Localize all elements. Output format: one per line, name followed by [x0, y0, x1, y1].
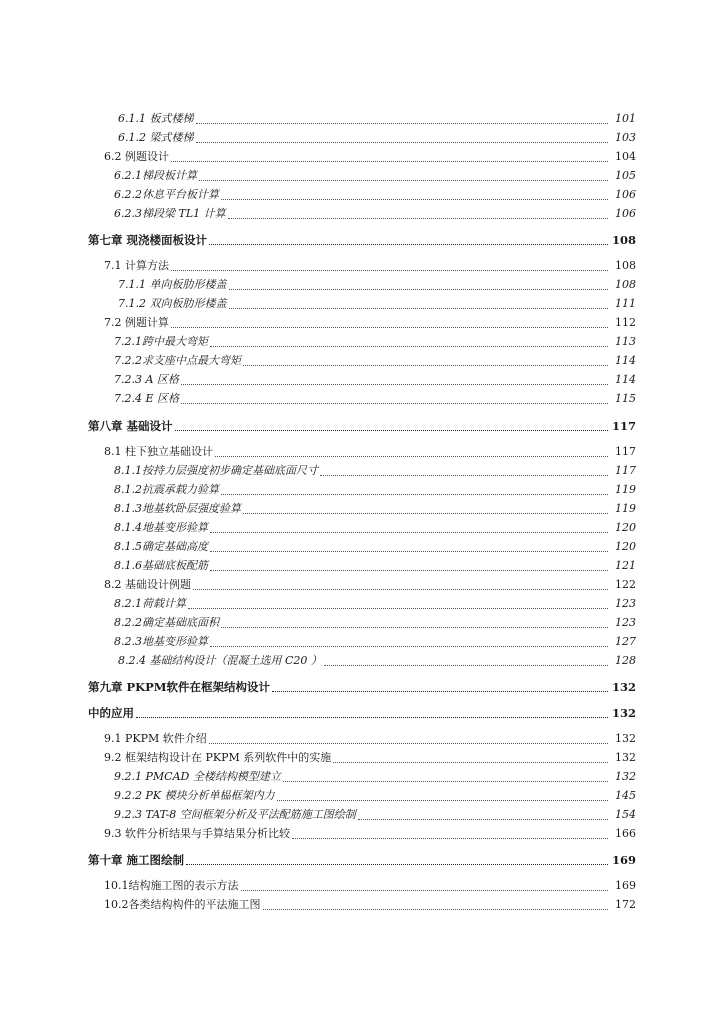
dot-leader: [193, 575, 608, 590]
dot-leader: [229, 275, 609, 290]
toc-entry-page-number: 145: [615, 789, 636, 802]
toc-entry-page-number: 108: [611, 233, 636, 247]
toc-entry-title: 9.2.2 PK 模块分析单榀框架内力: [114, 789, 275, 802]
dot-leader: [243, 499, 608, 514]
toc-entry[interactable]: [114, 497, 636, 516]
toc-entry[interactable]: [114, 387, 636, 406]
toc-entry-page-number: 132: [615, 770, 636, 783]
toc-entry-page-number: 112: [615, 316, 636, 329]
toc-entry-title: 8.2.4 基础结构设计（混凝土选用 C20 ）: [118, 654, 322, 667]
toc-entry-title: 7.2 例题计算: [104, 316, 169, 329]
toc-entry-title: 7.1.2 双向板肋形楼盖: [118, 297, 227, 310]
dot-leader: [324, 651, 608, 666]
dot-leader: [333, 748, 608, 763]
toc-entry[interactable]: [114, 330, 636, 349]
dot-leader: [243, 351, 608, 366]
toc-entry-title: 第八章 基础设计: [88, 419, 173, 433]
dot-leader: [210, 518, 608, 533]
dot-leader: [181, 389, 608, 404]
dot-leader: [209, 230, 608, 245]
toc-entry[interactable]: [114, 368, 636, 387]
toc-entry-title: 8.1.1按持力层强度初步确定基础底面尺寸: [114, 464, 318, 477]
toc-entry-title: 7.2.4 E 区格: [114, 392, 180, 405]
dot-leader: [272, 677, 608, 692]
toc-entry-title: 6.2.2休息平台板计算: [114, 188, 219, 201]
dot-leader: [277, 786, 608, 801]
toc-entry-page-number: 123: [615, 616, 636, 629]
toc-entry-title: 9.2 框架结构设计在 PKPM 系列软件中的实施: [104, 751, 332, 764]
toc-entry[interactable]: [114, 349, 636, 368]
toc-entry-page-number: 169: [615, 879, 636, 892]
toc-entry[interactable]: [114, 784, 636, 803]
toc-entry[interactable]: [114, 183, 636, 202]
toc-entry[interactable]: [114, 765, 636, 784]
toc-entry[interactable]: [114, 516, 636, 535]
toc-entry-page-number: 104: [615, 150, 636, 163]
dot-leader: [292, 824, 608, 839]
toc-entry-page-number: 108: [615, 278, 636, 291]
toc-entry-title: 6.1.1 板式楼梯: [118, 112, 194, 125]
toc-entry-page-number: 111: [615, 297, 636, 310]
dot-leader: [209, 729, 608, 744]
toc-entry-title: 6.2.1梯段板计算: [114, 169, 197, 182]
dot-leader: [210, 556, 608, 571]
toc-entry-title: 10.1结构施工图的表示方法: [104, 879, 239, 892]
toc-entry-page-number: 108: [615, 259, 636, 272]
dot-leader: [196, 109, 609, 124]
toc-entry-title: 9.3 软件分析结果与手算结果分析比较: [104, 827, 290, 840]
dot-leader: [283, 767, 608, 782]
toc-entry[interactable]: [104, 254, 636, 273]
dot-leader: [171, 147, 608, 162]
dot-leader: [221, 613, 608, 628]
toc-entry[interactable]: [114, 592, 636, 611]
toc-entry[interactable]: [104, 893, 636, 912]
toc-entry-page-number: 123: [615, 597, 636, 610]
dot-leader: [228, 204, 608, 219]
dot-leader: [263, 895, 609, 910]
toc-entry-page-number: 106: [615, 188, 636, 201]
toc-entry[interactable]: [104, 145, 636, 164]
dot-leader: [210, 332, 608, 347]
toc-entry-page-number: 132: [615, 751, 636, 764]
toc-entry-title: 7.2.3 A 区格: [114, 373, 179, 386]
dot-leader: [229, 294, 609, 309]
toc-entry-title: 10.2各类结构构件的平法施工图: [104, 898, 261, 911]
toc-entry-page-number: 103: [615, 131, 636, 144]
toc-entry-title: 9.2.1 PMCAD 全楼结构模型建立: [114, 770, 281, 783]
toc-entry-title: 9.2.3 TAT-8 空间框架分析及平法配筋施工图绘制: [114, 808, 356, 821]
toc-entry[interactable]: [104, 822, 636, 841]
toc-entry[interactable]: [114, 478, 636, 497]
toc-entry-page-number: 121: [615, 559, 636, 572]
toc-entry-page-number: 114: [615, 373, 636, 386]
toc-entry-page-number: 132: [611, 680, 636, 694]
dot-leader: [171, 313, 608, 328]
toc-chapter-entry[interactable]: [88, 228, 636, 247]
toc-entry-title: 8.2 基础设计例题: [104, 578, 191, 591]
toc-entry-page-number: 105: [615, 169, 636, 182]
dot-leader: [196, 128, 609, 143]
toc-entry-title: 第七章 现浇楼面板设计: [88, 233, 208, 247]
toc-chapter-entry[interactable]: [88, 414, 636, 433]
toc-entry-title: 8.1 柱下独立基础设计: [104, 445, 213, 458]
toc-entry[interactable]: [118, 273, 636, 292]
toc-entry[interactable]: [114, 202, 636, 221]
toc-entry-page-number: 128: [615, 654, 636, 667]
toc-entry-page-number: 119: [615, 483, 636, 496]
toc-entry-page-number: 132: [615, 732, 636, 745]
toc-entry-page-number: 154: [615, 808, 636, 821]
toc-entry-title: 6.1.2 梁式楼梯: [118, 131, 194, 144]
toc-entry-title: 8.2.2确定基础底面积: [114, 616, 219, 629]
toc-entry[interactable]: [114, 554, 636, 573]
toc-entry[interactable]: [114, 459, 636, 478]
toc-entry-title: 8.1.6基础底板配筋: [114, 559, 208, 572]
dot-leader: [221, 480, 608, 495]
toc-entry[interactable]: [104, 440, 636, 459]
toc-entry-page-number: 115: [615, 392, 636, 405]
toc-entry-title: 7.1 计算方法: [104, 259, 169, 272]
toc-entry-title: 7.1.1 单向板肋形楼盖: [118, 278, 227, 291]
dot-leader: [320, 461, 608, 476]
toc-entry[interactable]: [114, 611, 636, 630]
toc-entry[interactable]: [118, 292, 636, 311]
dot-leader: [175, 416, 608, 431]
toc-entry[interactable]: [104, 573, 636, 592]
toc-chapter-entry[interactable]: [88, 701, 636, 720]
toc-entry-page-number: 119: [615, 502, 636, 515]
toc-entry[interactable]: [114, 164, 636, 183]
dot-leader: [241, 876, 609, 891]
toc-entry-title: 8.1.3地基软卧层强度验算: [114, 502, 241, 515]
dot-leader: [186, 850, 608, 865]
toc-entry[interactable]: [118, 649, 636, 668]
toc-entry[interactable]: [104, 874, 636, 893]
toc-entry[interactable]: [118, 126, 636, 145]
toc-entry-title: 第十章 施工图绘制: [88, 853, 185, 867]
toc-entry-page-number: 127: [615, 635, 636, 648]
toc-entry-page-number: 122: [615, 578, 636, 591]
dot-leader: [221, 185, 608, 200]
dot-leader: [199, 166, 608, 181]
toc-entry-title: 7.2.2求支座中点最大弯矩: [114, 354, 241, 367]
dot-leader: [215, 442, 608, 457]
toc-entry-title: 8.1.5确定基础高度: [114, 540, 208, 553]
toc-entry[interactable]: [104, 311, 636, 330]
toc-entry-page-number: 114: [615, 354, 636, 367]
toc-entry-title: 8.2.1荷载计算: [114, 597, 186, 610]
toc-entry-page-number: 120: [615, 540, 636, 553]
toc-entry-page-number: 166: [615, 827, 636, 840]
toc-entry-title: 第九章 PKPM软件在框架结构设计: [88, 680, 271, 694]
toc-entry[interactable]: [114, 803, 636, 822]
toc-entry-title: 7.2.1跨中最大弯矩: [114, 335, 208, 348]
toc-entry-page-number: 172: [615, 898, 636, 911]
toc-chapter-entry[interactable]: [88, 675, 636, 694]
toc-entry-page-number: 101: [615, 112, 636, 125]
toc-entry[interactable]: [114, 535, 636, 554]
toc-entry-page-number: 120: [615, 521, 636, 534]
toc-entry-title: 6.2 例题设计: [104, 150, 169, 163]
toc-entry-title: 8.1.4地基变形验算: [114, 521, 208, 534]
toc-entry-page-number: 117: [611, 419, 636, 433]
toc-entry[interactable]: [104, 727, 636, 746]
dot-leader: [188, 594, 608, 609]
toc-entry-title: 中的应用: [88, 706, 134, 720]
toc-entry-page-number: 117: [615, 464, 636, 477]
toc-entry-title: 6.2.3梯段梁 TL1 计算: [114, 207, 226, 220]
toc-entry[interactable]: [118, 107, 636, 126]
dot-leader: [210, 537, 608, 552]
toc-entry-title: 8.1.2抗震承载力验算: [114, 483, 219, 496]
dot-leader: [358, 805, 608, 820]
toc-entry-page-number: 117: [615, 445, 636, 458]
toc-entry[interactable]: [104, 746, 636, 765]
toc-entry-title: 8.2.3地基变形验算: [114, 635, 208, 648]
dot-leader: [210, 632, 608, 647]
toc-entry-page-number: 113: [615, 335, 636, 348]
toc-entry-page-number: 106: [615, 207, 636, 220]
toc-chapter-entry[interactable]: [88, 848, 636, 867]
dot-leader: [171, 256, 608, 271]
dot-leader: [181, 370, 608, 385]
dot-leader: [136, 703, 608, 718]
toc-entry[interactable]: [114, 630, 636, 649]
toc-entry-title: 9.1 PKPM 软件介绍: [104, 732, 207, 745]
toc-entry-page-number: 132: [611, 706, 636, 720]
toc-entry-page-number: 169: [611, 853, 636, 867]
